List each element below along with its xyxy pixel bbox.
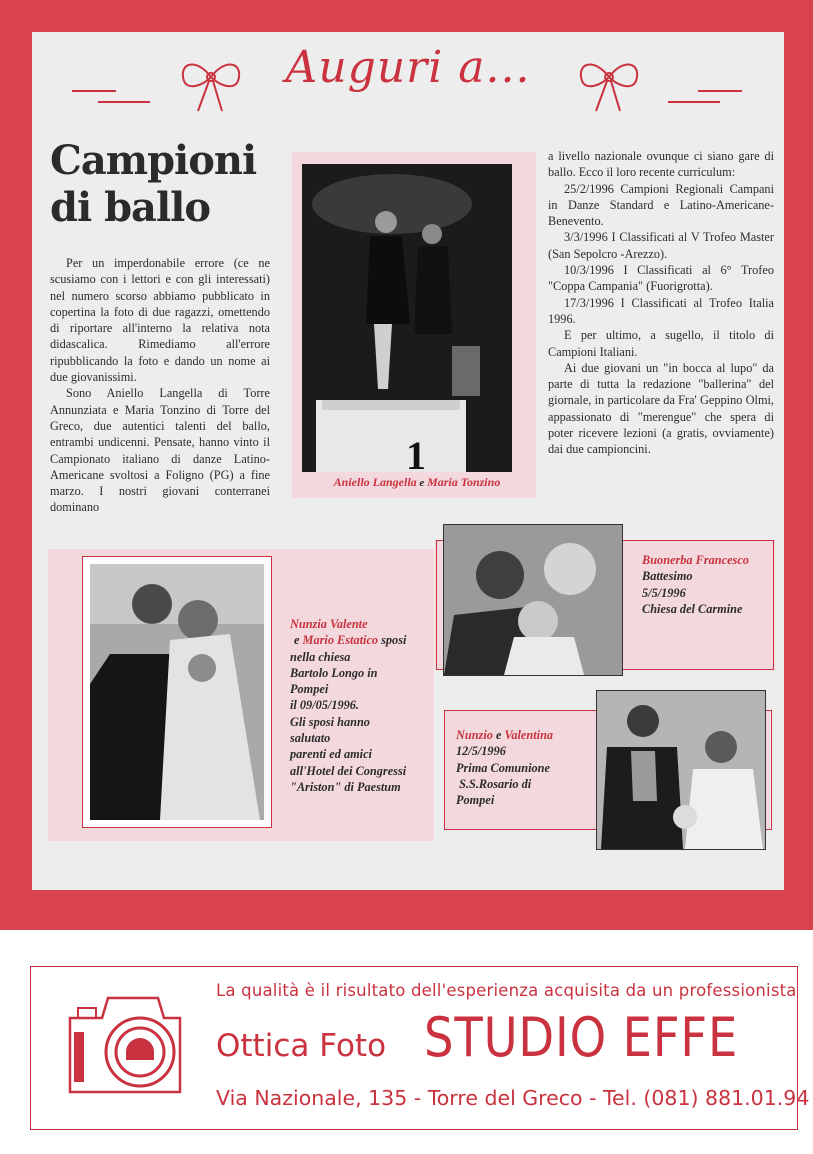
communion-name-2: Valentina: [504, 728, 554, 742]
dancers-photo: [302, 164, 512, 472]
communion-line: Pompei: [456, 793, 495, 808]
wedding-line: all'Hotel dei Congressi: [290, 763, 407, 778]
article-paragraph: Per un imperdonabile errore (ce ne scusiamo con i lettori e con gli interessati) nel numero scorso abbiamo pubblicato in copertina la foto di due ragazzi, omettendo di riportare all'interno la relativa nota didascalica. Rimediamo all'errore ripubblicando la foto e dando un nome ai due giovanissimi.: [50, 256, 270, 385]
wedding-name-1: Nunzia Valente: [290, 617, 368, 631]
header-rule-right-2: [698, 90, 742, 92]
baptism-photo: [443, 524, 623, 676]
wedding-name-2: Mario Estatico: [302, 633, 379, 648]
wedding-photo-image: [90, 564, 264, 820]
baptism-name: Buonerba Francesco: [642, 553, 749, 567]
baptism-line: 5/5/1996: [642, 585, 686, 600]
wedding-line: Bartolo Longo in: [290, 665, 378, 680]
baptism-line: Battesimo: [642, 569, 693, 584]
communion-line: 12/5/1996: [456, 744, 506, 759]
camera-icon: [66, 988, 184, 1096]
communion-photo: [596, 690, 766, 850]
ad-slogan: La qualità è il risultato dell'esperienza acquisita da un professionista: [216, 981, 797, 1000]
header-rule-left-1: [72, 90, 116, 92]
wedding-line: nella chiesa: [290, 649, 351, 664]
article-paragraph: 3/3/1996 I Classificati al V Trofeo Master (San Sepolcro -Arezzo).: [548, 230, 774, 261]
ad-address: Via Nazionale, 135 - Torre del Greco - Tel. (081) 881.01.94: [216, 1086, 810, 1110]
wedding-line: il 09/05/1996.: [290, 698, 360, 713]
ad-shop-prefix: Ottica Foto: [216, 1028, 387, 1064]
wedding-line: salutato: [290, 731, 331, 746]
podium-number: 1: [406, 433, 426, 472]
header-rule-left-2: [98, 101, 150, 103]
wedding-sposi: sposi: [378, 633, 407, 648]
caption-name-1: Aniello Langella: [333, 475, 417, 489]
headline-line-2: di ballo: [50, 183, 211, 231]
communion-photo-image: [597, 691, 765, 849]
article-paragraph: a livello nazionale ovunque ci siano gare di ballo. Ecco il loro recente curriculum:: [548, 149, 774, 180]
wedding-line: Gli sposi hanno: [290, 714, 370, 729]
wedding-photo: [90, 564, 264, 820]
caption-and: e: [416, 477, 428, 489]
bow-right-icon: [574, 55, 644, 115]
communion-text: [456, 727, 596, 808]
page-title: Auguri a...: [285, 42, 531, 93]
article-paragraph: E per ultimo, a sugello, il titolo di Campioni Italiani.: [548, 328, 774, 359]
article-paragraph: Sono Aniello Langella di Torre Annunziata e Maria Tonzino di Torre del Greco, due autentici talenti del ballo, entrambi undicenni. Pensate, hanno vinto il Campionato italiano di danze Latino-Americane svoltosi a Foligno (PG) a fine marzo. I nostri giovani conterranei dominano: [50, 386, 270, 515]
wedding-line: "Ariston" di Paestum: [290, 779, 401, 794]
article-paragraph: 10/3/1996 I Classificati al 6° Trofeo "Coppa Campania" (Fuorigrotta).: [548, 263, 774, 294]
wedding-text: [290, 616, 430, 795]
article-column-1: [50, 255, 270, 516]
communion-line: S.S.Rosario di: [456, 776, 532, 791]
header-rule-right-1: [668, 101, 720, 103]
article-paragraph: 25/2/1996 Campioni Regionali Campani in Danze Standard e Latino-Americane- Benevento.: [548, 181, 774, 229]
baptism-line: Chiesa del Carmine: [642, 601, 743, 616]
communion-line: Prima Comunione: [456, 760, 550, 775]
article-paragraph: Ai due giovani un "in bocca al lupo" da parte di tutta la redazione "ballerina" del giornale, in particolare da Fra' Geppino Olmi, appassionato di "merengue" che spera di poter ricevere lezioni (a gratis, ovviamente) dai due campioncini.: [548, 360, 774, 457]
baptism-photo-image: [444, 525, 622, 675]
caption-name-2: Maria Tonzino: [427, 475, 501, 489]
wedding-and: e: [294, 633, 303, 648]
baptism-text: [642, 552, 772, 617]
headline-line-1: Campioni: [50, 137, 257, 184]
wedding-line: Pompei: [290, 682, 329, 697]
communion-name-1: Nunzio: [456, 728, 493, 742]
wedding-line: parenti ed amici: [290, 747, 372, 762]
article-column-2: [548, 148, 774, 458]
ad-shop-name: STUDIO EFFE: [424, 1006, 739, 1069]
communion-and: e: [492, 728, 505, 742]
dancers-caption: [302, 475, 532, 490]
bow-left-icon: [176, 55, 246, 115]
dancers-photo-image: [302, 164, 512, 472]
article-paragraph: 17/3/1996 I Classificati al Trofeo Italia 1996.: [548, 295, 774, 326]
article-headline: [50, 138, 256, 232]
